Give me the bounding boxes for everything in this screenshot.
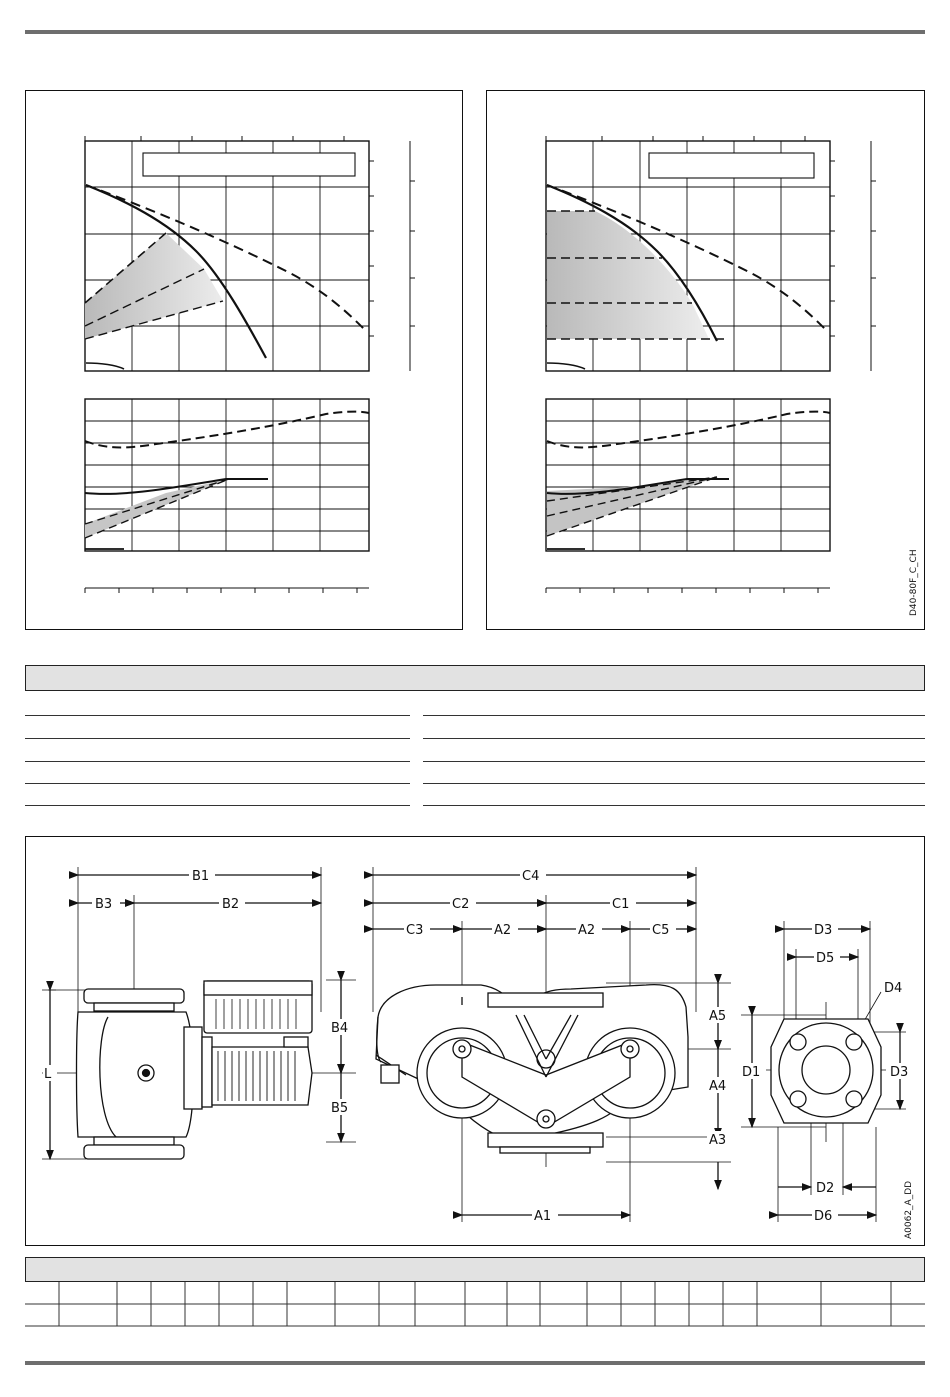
label-A5: A5 [709, 1009, 727, 1024]
front-view [373, 867, 731, 1222]
legend-box [649, 153, 814, 178]
regulation-area [547, 211, 709, 339]
side-view [42, 867, 356, 1159]
regulation-area [85, 233, 223, 339]
label-C4: C4 [522, 869, 540, 884]
label-C1: C1 [612, 897, 630, 912]
twin-power-curve [85, 412, 369, 448]
label-D6: D6 [814, 1209, 833, 1224]
label-A4: A4 [709, 1079, 727, 1094]
label-D3-top: D3 [814, 923, 833, 938]
pump-curve-chart-right [487, 91, 926, 631]
top-rule [25, 30, 925, 34]
label-L: L [44, 1067, 52, 1082]
pump-dimension-drawing [26, 837, 926, 1247]
label-A2-right: A2 [578, 923, 596, 938]
label-A3: A3 [709, 1133, 727, 1148]
pump-curve-chart-left [26, 91, 464, 631]
label-C2: C2 [452, 897, 470, 912]
drawing-code: A0062_A_DD [904, 1180, 914, 1239]
performance-curves-panel-left [25, 90, 463, 630]
label-B5: B5 [331, 1101, 349, 1116]
label-D5: D5 [816, 951, 835, 966]
label-A2-left: A2 [494, 923, 512, 938]
label-B3: B3 [95, 897, 113, 912]
dimension-table [25, 1282, 925, 1327]
label-B4: B4 [331, 1021, 349, 1036]
legend-box [143, 153, 355, 176]
label-D2: D2 [816, 1181, 835, 1196]
dimension-table-header [25, 1257, 925, 1282]
label-C3: C3 [406, 923, 424, 938]
dimension-drawing-panel [25, 836, 925, 1246]
drawing-code: D40-80F_C_CH [909, 549, 919, 616]
twin-power-curve [547, 412, 830, 448]
performance-curves-panel-right [486, 90, 925, 630]
label-A1: A1 [534, 1209, 552, 1224]
label-C5: C5 [652, 923, 670, 938]
bottom-rule [25, 1361, 925, 1365]
label-B1: B1 [192, 869, 210, 884]
technical-data-header [25, 665, 925, 691]
lower-grid [85, 399, 369, 593]
label-D1: D1 [742, 1065, 761, 1080]
dimension-table-grid [25, 1282, 925, 1327]
label-B2: B2 [222, 897, 240, 912]
label-D4: D4 [884, 981, 903, 996]
label-D3-side: D3 [890, 1065, 909, 1080]
